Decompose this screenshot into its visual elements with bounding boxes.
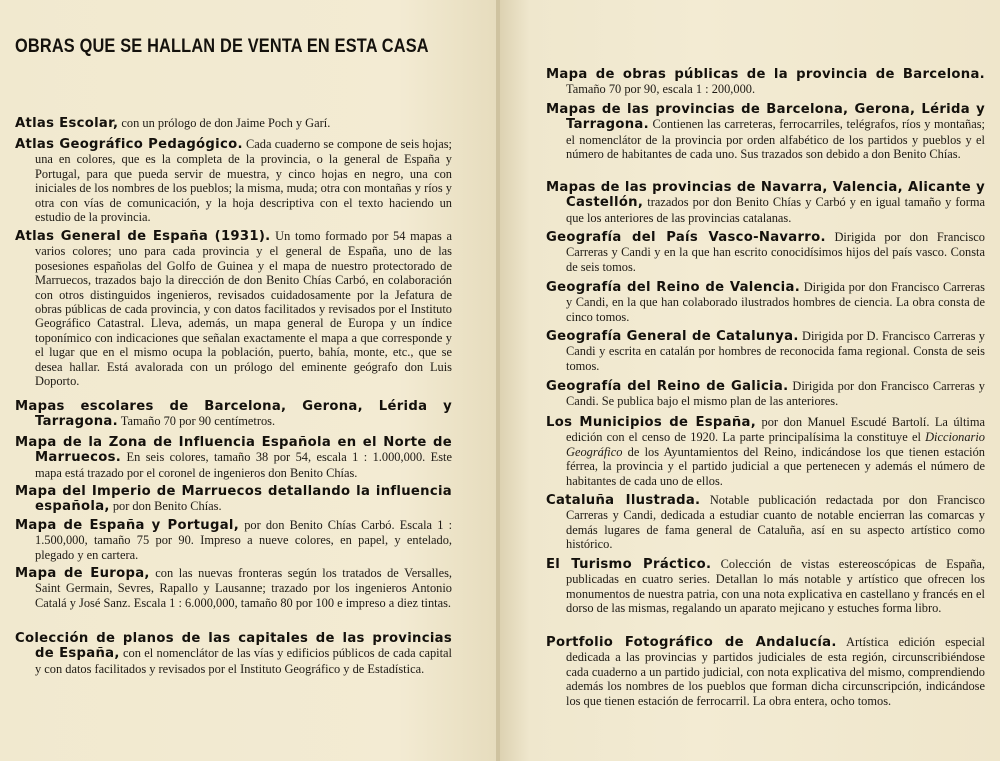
entry-description: Un tomo formado por 54 mapas a varios colores; uno para cada provincia y el general de España, uno de las posesiones españolas del Golfo de Guinea y el mapa de nuestro protectorado de Marruecos, trazados bajo la dirección de don Benito Chías Carbó, en colaboración con otros distinguidos ingenieros, revisados cuidadosamente por la Jefatura de obras públicas de cada provincia, y con datos facilitados y revisados por el Instituto Geográfico Catastral. Lleva, además, un mapa general de Europa y un índice toponímico con indicaciones que señalan exactamente el mapa a que corresponde y el lugar que en el mismo ocupa la población, puerto, bahía, monte, etc., que se desea hallar. Está avalorada con un prólogo del eminente geógrafo don Luis Doporto. (35, 229, 452, 389)
entry-description: por don Benito Chías. (109, 499, 222, 514)
entry-description: Cada cuaderno se compone de seis hojas; una en colores, que es la completa de la provincia, o la general de España y Portugal, para que pueda servir de muestra, y cinco hojas en negro, una con iniciales de los nombres de los pueblos; la misma, muda; otra con montañas y ríos y otra con vías de comunicación, y la hoja descriptiva con el texto haciendo un estudio de la provincia. (35, 137, 452, 225)
entry-title: Geografía General de Catalunya. (546, 329, 799, 344)
entry-title: Mapa del Imperio de Marruecos detallando la influencia española, (15, 484, 452, 515)
catalog-entry (546, 180, 985, 225)
entry-description: con el nomenclátor de las vías y edificios públicos de cada capital y con datos facilitados y revisados por el Instituto Geográfico y de Estadística. (35, 646, 452, 676)
entry-description: Dirigida por don Francisco Carreras y Candi. Se publica bajo el mismo plan de las anteriores. (566, 379, 985, 409)
catalog-entry (546, 493, 985, 552)
catalog-entry (546, 415, 985, 488)
catalog-entry (546, 635, 985, 708)
catalog-entry (15, 631, 452, 676)
entry-description: Contienen las carreteras, ferrocarriles, telégrafos, ríos y montañas; el nomenclátor de la provincia por orden alfabético de los partidos y pueblos y el número de habitantes de cada uno. Sus trazados son debido a don Benito Chías. (566, 117, 985, 162)
entry-title: Geografía del Reino de Valencia. (546, 280, 800, 295)
catalog-entry (546, 379, 985, 409)
entry-description: En seis colores, tamaño 38 por 54, escala 1 : 1.000,000. Este mapa está trazado por el coronel de ingenieros don Benito Chías. (35, 450, 452, 480)
entry-title: Geografía del Reino de Galicia. (546, 379, 789, 394)
entry-title: Atlas Escolar, (15, 116, 119, 131)
entry-title: Mapa de España y Portugal, (15, 518, 240, 533)
entry-description: Dirigida por D. Francisco Carreras y Candi y escrita en catalán por hombres de reconocida fama regional. Consta de seis tomos. (566, 329, 985, 373)
entry-title: Mapas de las provincias de Navarra, Valencia, Alicante y Castellón, (546, 180, 985, 211)
entry-description: por don Benito Chías Carbó. Escala 1 : 1.500,000, tamaño 75 por 90. Impreso a nueve colores, en papel, y entelado, plegado y en cartera. (35, 518, 453, 562)
catalog-entry (15, 399, 452, 430)
entry-description: trazados por don Benito Chías y Carbó y en igual tamaño y forma que los anteriores de las provincias catalanas. (566, 195, 985, 225)
right-page (500, 0, 1000, 761)
entry-description: Dirigida por don Francisco Carreras y Candi, en la que han colaborado ilustrados hombres de ciencia. La obra consta de cinco tomos. (566, 280, 985, 324)
catalog-entry (546, 557, 985, 616)
catalog-entry (15, 566, 452, 610)
left-page (0, 0, 498, 761)
entry-italic-title: Diccionario Geográfico (566, 430, 985, 459)
catalog-entry (546, 102, 985, 162)
catalog-entry (15, 137, 452, 224)
entry-title: Atlas Geográfico Pedagógico. (15, 137, 243, 152)
entry-title: Atlas General de España (1931). (15, 229, 271, 244)
catalog-entry (546, 329, 985, 373)
catalog-entry (15, 484, 452, 515)
entry-description: Tamaño 70 por 90 centímetros. (117, 414, 276, 429)
entry-title: Cataluña Ilustrada. (546, 493, 701, 508)
entry-title: Geografía del País Vasco-Navarro. (546, 230, 826, 245)
entry-title: Portfolio Fotográfico de Andalucía. (546, 635, 837, 650)
entry-description: con un prólogo de don Jaime Poch y Garí. (118, 116, 331, 130)
entry-description: Colección de vistas estereoscópicas de España, publicadas en cuatro series. Detallan lo más notable y artístico que ofrecen los monumentos de nuestra patria, con una nota explicativa en castellano y francés en el dorso de las mismas, regalando un aparato mejicano y estuches forma libro. (566, 557, 985, 616)
catalog-entry (546, 230, 985, 274)
entry-title: Mapa de Europa, (15, 566, 150, 581)
catalog-entry (546, 280, 985, 324)
entry-description: Dirigida por don Francisco Carreras y Candi y en la que han escrito conocidísimos hijos del país vasco. Consta de seis tomos. (566, 230, 985, 274)
entry-description: por don Manuel Escudé Bartolí. La última edición con el censo de 1920. La parte principalísima la constituye el (566, 415, 986, 445)
entry-title: Los Municipios de España, (546, 415, 757, 430)
entry-description: Tamaño 70 por 90, escala 1 : 200,000. (566, 82, 756, 97)
catalog-entry (546, 67, 985, 97)
entry-description: Artística edición especial dedicada a las provincias y partidos judiciales de esta región, circunscribiéndose cada cuaderno a un partido judicial, con nota explicativa del mismo, comprendiendo además los nombres de los pueblos que forman dicha circunscripción, indicándose los que tienen estación de ferrocarril. La obra entera, ocho tomos. (566, 635, 985, 708)
entry-description-cont: de los Ayuntamientos del Reino, indicándose los que tienen estación férrea, la provincia y el partido judicial a que pertenecen y además el número de habitantes de cada uno de ellos. (566, 444, 985, 488)
catalog-entry (15, 229, 452, 388)
entry-description: con las nuevas fronteras según los tratados de Versalles, Saint Germain, Sevres, Rapallo y Lausanne; trazado por los ingenieros Antonio Catalá y José Sanz. Escala 1 : 6.000,000, tamaño 80 por 100 e impreso a diez tintas. (35, 566, 452, 610)
entry-title: El Turismo Práctico. (546, 557, 712, 572)
entry-title: Mapas de las provincias de Barcelona, Gerona, Lérida y Tarragona. (546, 102, 985, 133)
entry-title: Mapa de la Zona de Influencia Española en el Norte de Marruecos. (15, 435, 452, 466)
page-title: OBRAS QUE SE HALLAN DE VENTA EN ESTA CASA (15, 36, 429, 57)
entry-description: Notable publicación redactada por don Francisco Carreras y Candi, dedicada a estudiar cuanto de notable encierran las comarcas y demás lugares de fama general de Cataluña, así en su aspecto artístico como histórico. (566, 493, 985, 552)
entry-title: Colección de planos de las capitales de las provincias de España, (15, 631, 452, 662)
catalog-entry (15, 435, 452, 480)
catalog-entry (15, 116, 452, 131)
entry-title: Mapas escolares de Barcelona, Gerona, Lérida y Tarragona. (15, 399, 452, 430)
entry-title: Mapa de obras públicas de la provincia de Barcelona. (546, 67, 985, 82)
catalog-entry (15, 518, 452, 562)
